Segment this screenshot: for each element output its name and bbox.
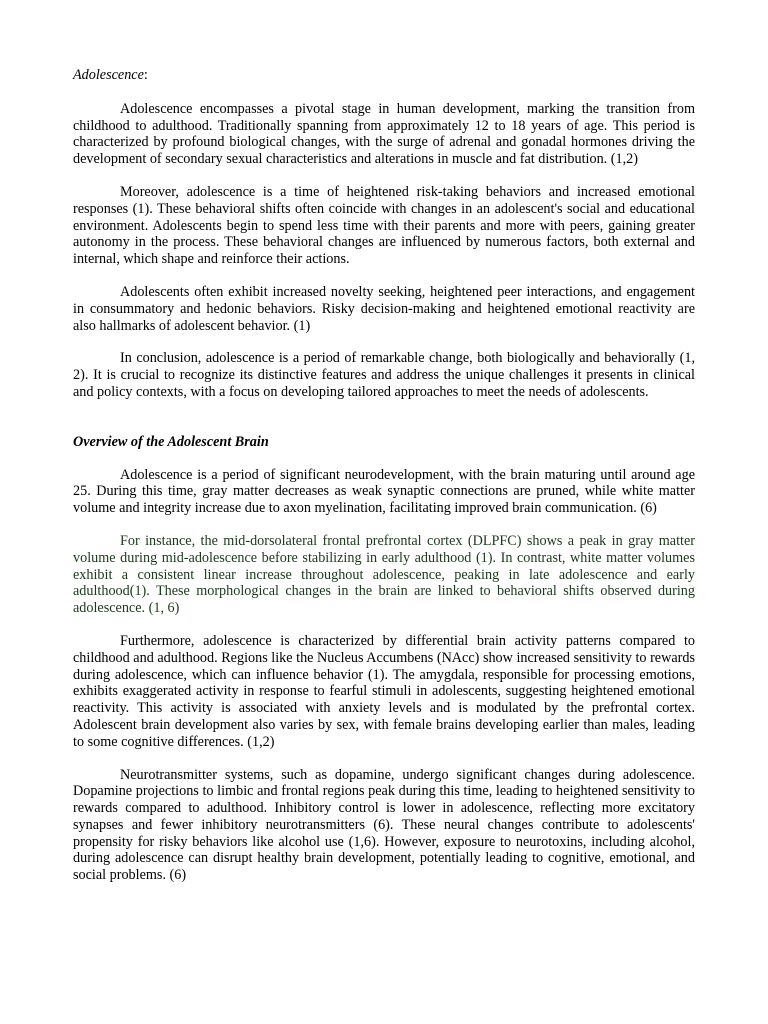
section-heading-adolescent-brain: Overview of the Adolescent Brain <box>73 433 269 450</box>
section-heading-adolescence <box>73 67 695 84</box>
paragraph-adolescence-3: Adolescents often exhibit increased novelty seeking, heightened peer interactions, and engagement in consummatory and hedonic behaviors. Risky decision-making and heightened emotional reactivity are also hallmarks of adolescent behavior. (1) <box>73 283 695 334</box>
section-title: Adolescence <box>73 67 144 83</box>
paragraph-brain-1: Adolescence is a period of significant neurodevelopment, with the brain maturing until around age 25. During this time, gray matter decreases as weak synaptic connections are pruned, while white matter volume and integrity increase due to axon myelination, facilitating improved brain communication. (6) <box>73 466 695 517</box>
paragraph-brain-3: Furthermore, adolescence is characterized by differential brain activity patterns compared to childhood and adulthood. Regions like the Nucleus Accumbens (NAcc) show increased sensitivity to rewards during adolescence, which can influence behavior (1). The amygdala, responsible for processing emotions, exhibits exaggerated activity in response to fearful stimuli in adolescents, suggesting heightened emotional reactivity. This activity is associated with anxiety levels and is modulated by the prefrontal cortex. Adolescent brain development also varies by sex, with female brains developing earlier than males, leading to some cognitive differences. (1,2) <box>73 632 695 750</box>
paragraph-adolescence-4: In conclusion, adolescence is a period of remarkable change, both biologically and behaviorally (1, 2). It is crucial to recognize its distinctive features and address the unique challenges it presents in clinical and policy contexts, with a focus on developing tailored approaches to meet the needs of adolescents. <box>73 350 695 400</box>
document-page <box>73 67 695 884</box>
paragraph-adolescence-2: Moreover, adolescence is a time of heightened risk-taking behaviors and increased emotional responses (1). These behavioral shifts often coincide with changes in an adolescent's social and educational environment. Adolescents begin to spend less time with their parents and more with peers, gaining greater autonomy in the process. These behavioral changes are influenced by numerous factors, both external and internal, which shape and reinforce their actions. <box>73 183 695 268</box>
paragraph-adolescence-1: Adolescence encompasses a pivotal stage in human development, marking the transition from childhood to adulthood. Traditionally spanning from approximately 12 to 18 years of age. This period is characterized by profound biological changes, with the surge of adrenal and gonadal hormones driving the development of secondary sexual characteristics and alterations in muscle and fat distribution. (1,2) <box>73 100 695 168</box>
paragraph-brain-2: For instance, the mid-dorsolateral frontal prefrontal cortex (DLPFC) shows a peak in gray matter volume during mid-adolescence before stabilizing in early adulthood (1). In contrast, white matter volumes exhibit a consistent linear increase throughout adolescence, peaking in late adolescence and early adulthood(1). These morphological changes in the brain are linked to behavioral shifts observed during adolescence. (1, 6) <box>73 532 695 617</box>
section-title-colon: : <box>143 67 148 83</box>
paragraph-brain-4: Neurotransmitter systems, such as dopamine, undergo significant changes during adolescence. Dopamine projections to limbic and frontal regions peak during this time, leading to heightened sensitivity to rewards compared to adulthood. Inhibitory control is lower in adolescence, reflecting more excitatory synapses and fewer inhibitory neurotransmitters (6). These neural changes contribute to adolescents' propensity for risky behaviors like alcohol use (1,6). However, exposure to neurotoxins, including alcohol, during adolescence can disrupt healthy brain development, potentially leading to cognitive, emotional, and social problems. (6) <box>73 766 695 884</box>
